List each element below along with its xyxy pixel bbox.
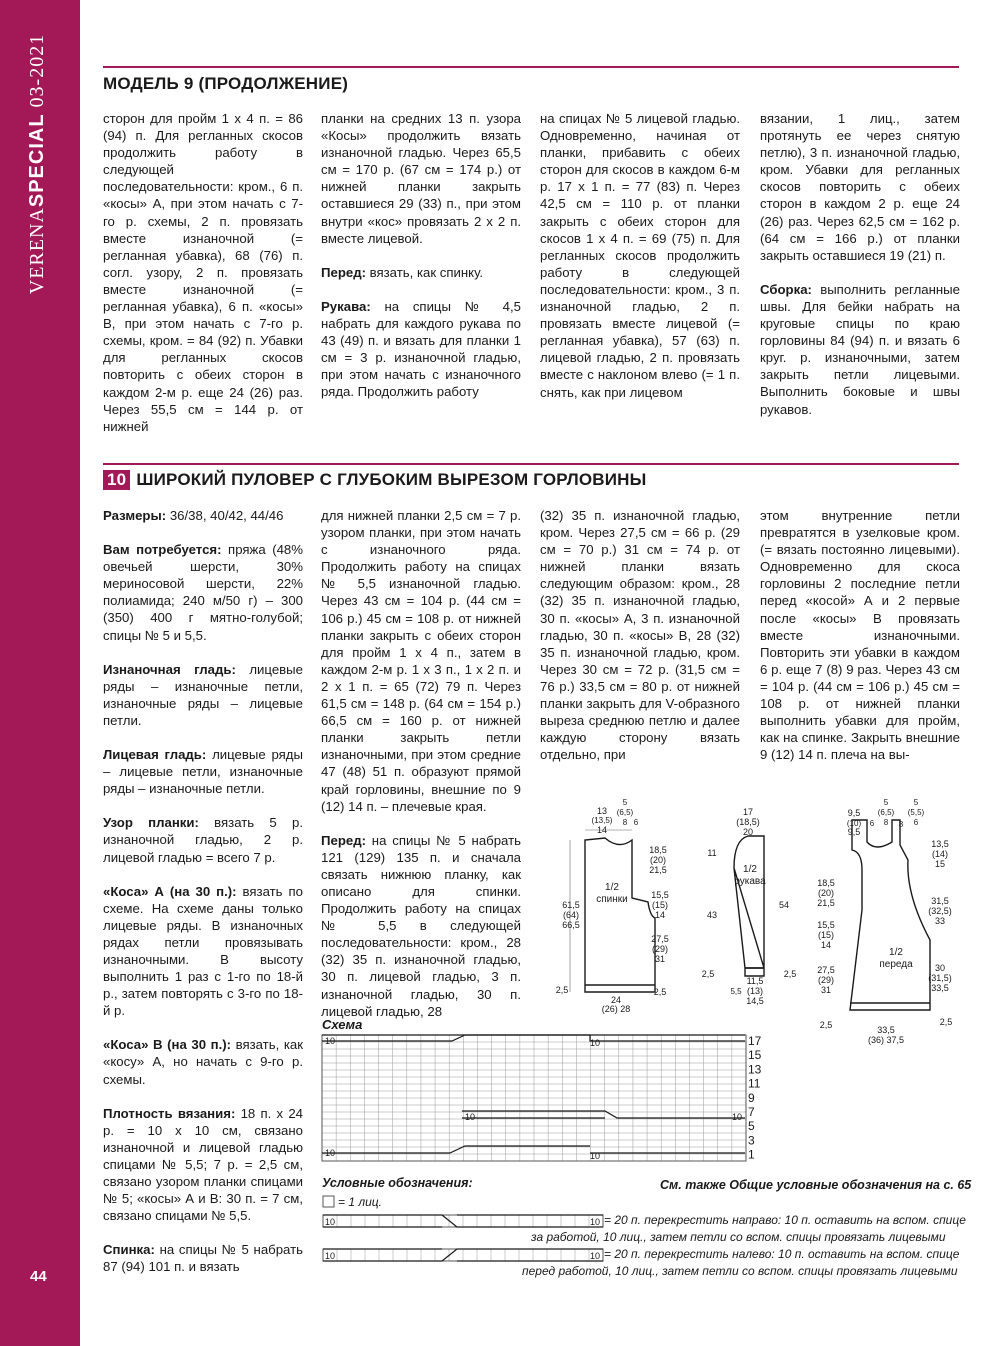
issue-number: 03-2021 xyxy=(26,33,48,108)
back-height-3: 66,5 xyxy=(562,920,580,930)
front-left1-2: (20) xyxy=(817,888,835,898)
scheme-row-number: 5 xyxy=(748,1119,755,1134)
gauge-text: 18 п. х 24 р. = 10 х 10 см, связано изнаночной и лицевой гладью спицами № 5,5; 7 р. = 2,5 см, связано узором планки спицами № 5; «косы» А и В: 30 п. = 7 см, связано спицами № 5,5. xyxy=(103,1105,303,1224)
legend-item-2-line2: за работой, 10 лиц., затем петли со вспом. спицы провязать лицевыми xyxy=(531,1230,946,1244)
sleeve-band-right: 2,5 xyxy=(783,969,797,979)
front2-label: Перед: xyxy=(321,832,366,848)
section2-title xyxy=(103,470,647,490)
sleeve-band-left: 2,5 xyxy=(701,969,715,979)
section1-col1 xyxy=(103,110,303,452)
back-side-upper-3: 14 xyxy=(654,910,666,920)
cable-a xyxy=(103,883,303,1020)
front-cable-a: 6 xyxy=(869,819,875,828)
model-number-badge: 10 xyxy=(103,470,130,490)
legend-label-3: 10 xyxy=(325,1251,336,1261)
cable-b-label: «Коса» В (на 30 п.): xyxy=(103,1037,232,1053)
sizes xyxy=(103,507,303,524)
legend-item-3-line2: перед работой, 10 лиц., затем петли со вспом. спицы провязать лицевыми xyxy=(522,1264,958,1278)
sleeve-schematic xyxy=(700,800,810,1010)
front-bottom-2: (36) 37,5 xyxy=(867,1035,905,1045)
section2-col3-text: (32) 35 п. изнаночной гладью, кром. Через 27,5 см = 66 р. (29 см = 70 р.) 31 см = 74 р. от нижней планки вязать следующим образом: кром., 28 (32) 35 п. изнаночной гладью, 30 п. «косы» А, 3 п. изнаночной гладью, 30 п. «косы» В, 28 (32) 35 п. изнаночной гладью, кром. Через 30 см = 72 р. (31,5 см = 76 р.) 33,5 см = 80 р. от нижней планки закрыть для V-образного выреза среднюю петлю и далее каждую сторону вязать отдельно, при xyxy=(540,508,740,763)
sleeve-label-2: рукава xyxy=(734,876,766,887)
front-right-top-1: 5 xyxy=(913,798,919,807)
section1-col3 xyxy=(540,110,740,418)
legend-label-4: 10 xyxy=(590,1251,601,1261)
scheme-row-number: 11 xyxy=(748,1076,761,1091)
legend-label-1: 10 xyxy=(325,1217,336,1227)
scheme-label-4: 10 xyxy=(732,1112,743,1122)
purl-text: лицевые ряды – изнаночные петли, изнаночные ряды – лицевые петли. xyxy=(103,661,303,728)
back-height-2: (64) xyxy=(562,910,580,920)
sleeves-text: на спицы № 4,5 набрать для каждого рукава по 43 (49) п. и вязать для планки 1 см = 3 р. изнаночной гладью, при этом начать с изнаночного ряда. Продолжить работу xyxy=(321,298,521,400)
back-band-right: 2,5 xyxy=(653,987,667,997)
sleeve-length: 43 xyxy=(706,910,718,920)
back-shoulder-1: 5 xyxy=(622,798,628,807)
sleeve-cap: 11 xyxy=(707,848,717,858)
back-bottom-2: (26) 28 xyxy=(601,1004,631,1014)
back-schematic xyxy=(540,790,690,1020)
back-armhole-1: 18,5 xyxy=(649,845,667,855)
band-text: вязать 5 р. изнаночной гладью, 2 р. лицевой гладью = всего 7 р. xyxy=(103,815,303,865)
back-text: на спицы № 5 набрать 87 (94) 101 п. и вязать xyxy=(103,1242,303,1275)
sleeve-top-3: 20 xyxy=(742,827,754,837)
back-shoulder-2: (6,5) xyxy=(616,808,634,817)
sleeve-bottom-left: 5,5 xyxy=(730,987,742,996)
brand-prefix: VERENA xyxy=(26,207,48,295)
see-also-note: См. также Общие условные обозначения на с. 65 xyxy=(660,1178,972,1192)
scheme-row-number: 7 xyxy=(748,1105,755,1119)
scheme-title: Схема xyxy=(322,1017,363,1032)
scheme-label-1: 10 xyxy=(325,1036,336,1046)
cable-b xyxy=(103,1036,303,1087)
sleeves-label: Рукава: xyxy=(321,298,371,314)
page-number: 44 xyxy=(30,1268,47,1285)
sleeve-top-2: (18,5) xyxy=(736,817,760,827)
front-neck-3: 9,5 xyxy=(847,827,861,837)
legend-title: Условные обозначения: xyxy=(322,1176,473,1190)
sleeve-total: 54 xyxy=(778,900,790,910)
section1-rule xyxy=(103,66,959,68)
scheme-row-number: 17 xyxy=(748,1034,762,1048)
legend-item-2-line1: = 20 п. перекрестить направо: 10 п. оставить на вспом. спице xyxy=(604,1213,966,1227)
front-right-top-2: (5,5) xyxy=(907,808,925,817)
front-cable-b-3: 8 xyxy=(883,818,889,827)
knit-stitch xyxy=(103,746,303,797)
back-band-left: 2,5 xyxy=(555,985,569,995)
back xyxy=(103,1241,303,1275)
front-right3-2: (31,5) xyxy=(928,973,952,983)
front-bottom-1: 33,5 xyxy=(877,1025,895,1035)
front-right1-1: 13,5 xyxy=(931,839,949,849)
front-cable-b-1: 5 xyxy=(883,798,889,807)
back-top-3: 14 xyxy=(596,825,608,835)
front-neck-2: (10) xyxy=(846,819,862,828)
section2-col1 xyxy=(103,507,303,1292)
legend-label-2: 10 xyxy=(590,1217,601,1227)
back-bottom-1: 24 xyxy=(610,995,622,1005)
section1-col1-text: сторон для пройм 1 х 4 п. = 86 (94) п. Для регланных скосов продолжить работу в следующей последовательности: кром., 6 п. «косы» А, при этом начать с 7-го р. схемы, 2 п. провязать вместе изнаночной (= регланная убавка), 68 (76) п. согл. узору, 2 п. провязать вместе изнаночной (= регланная убавка), 6 п. «косы» В, при этом начать с 7-го р. схемы, кром. = 84 (92) п. Убавки для регланных скосов повторить с обеих сторон в каждом 2-м р. еще 24 (26) раз. Через 55,5 см = 144 р. от нижней xyxy=(103,111,303,434)
back-side-upper-2: (15) xyxy=(651,900,669,910)
section1-sleeves xyxy=(321,298,521,401)
section2-front xyxy=(321,832,521,1020)
cable-b-text: вязать, как «косу» А, но начать с 9-го р. схемы. xyxy=(103,1037,303,1087)
front-right-top-3: 6 xyxy=(913,818,919,827)
scheme-label-6: 10 xyxy=(590,1151,601,1161)
back-armhole-2: (20) xyxy=(649,855,667,865)
sleeve-bottom-2: (13) xyxy=(746,986,764,996)
front-right1-3: 15 xyxy=(934,859,946,869)
front2-text: на спицы № 5 набрать 121 (129) 135 п. и сначала связать нижнюю планку, как описано для спинки. Продолжить работу на спицах № 5,5 в следующей последовательности: кром., 28 (32) 35 п. изнаночной гладью, 30 п. лицевой гладью, 3 п. изнаночной гладью, 30 п. лицевой гладью, 28 xyxy=(321,832,521,1019)
section2-rule xyxy=(103,463,959,465)
section2-col3 xyxy=(540,507,740,780)
cable-a-label: «Коса» А (на 30 п.): xyxy=(103,883,237,899)
sleeve-bottom-3: 14,5 xyxy=(746,996,764,1006)
scheme-row-number: 1 xyxy=(748,1147,755,1162)
legend-item-1: = 1 лиц. xyxy=(338,1195,382,1209)
front-left3-1: 27,5 xyxy=(817,965,835,975)
front-neck-1: 9,5 xyxy=(847,808,861,818)
gauge-label: Плотность вязания: xyxy=(103,1105,236,1121)
knit-text: лицевые ряды – лицевые петли, изнаночные ряды – изнаночные петли. xyxy=(103,747,303,797)
cable-a-text: вязать по схеме. На схеме даны только лицевые ряды. В изнаночных рядах петли провязывать изнаночными. В высоту выполнить 1 раз с 1-го по 18-й р., затем повторять с 3-го по 18-й р. xyxy=(103,883,303,1019)
front-left1-3: 21,5 xyxy=(817,898,835,908)
purl-stitch xyxy=(103,661,303,729)
sleeve-bottom-1: 11,5 xyxy=(746,976,764,986)
section1-front xyxy=(321,264,521,281)
front-right1-2: (14) xyxy=(931,849,949,859)
front-band-left: 2,5 xyxy=(819,1020,833,1030)
section1-col3-text: на спицах № 5 лицевой гладью. Одновременно, начиная от планки, прибавить с обеих сторон для скосов в каждом 6-м р. 17 х 1 п. = 77 (83) п. Через 42,5 см = 110 р. от планки закрыть с обеих сторон для скосов 1 х 4 п. = 69 (75) п. Для регланных скосов продолжить работу в следующей последовательности: кром., 3 п. изнаночной гладью, 2 п. провязать вместе лицевой (= регланная убавка), 57 (63) п. лицевой гладью, 2 п. провязать вместе с наклоном влево (= 1 п. снять, как при лицевом xyxy=(540,111,740,400)
back-side-lower-3: 31 xyxy=(654,954,666,964)
front-left2-3: 14 xyxy=(820,940,832,950)
front-cable-b-2: (6,5) xyxy=(877,808,895,817)
front-band-right: 2,5 xyxy=(939,1017,953,1027)
brand-main: SPECIAL xyxy=(26,113,48,208)
scheme-row-number: 9 xyxy=(748,1090,755,1105)
section2-col2 xyxy=(321,507,521,1037)
materials-label: Вам потребуется: xyxy=(103,542,222,558)
back-label-1: 1/2 xyxy=(605,882,619,893)
back-shoulder-right: 6 xyxy=(633,818,639,827)
back-side-upper-1: 15,5 xyxy=(651,890,669,900)
sleeve-label-1: 1/2 xyxy=(743,864,757,875)
front-right3-1: 30 xyxy=(934,963,946,973)
band-pattern xyxy=(103,814,303,865)
knit-stitch-symbol xyxy=(323,1196,334,1207)
back-side-lower-1: 27,5 xyxy=(651,934,669,944)
front-schematic xyxy=(810,790,960,1060)
magazine-brand xyxy=(26,0,54,334)
front-right2-3: 33 xyxy=(934,916,946,926)
section1-assembly xyxy=(760,281,960,418)
section2-title-text: ШИРОКИЙ ПУЛОВЕР С ГЛУБОКИМ ВЫРЕЗОМ ГОРЛОВИНЫ xyxy=(136,470,647,489)
front-text: вязать, как спинку. xyxy=(365,264,484,280)
legend-item-3-line1: = 20 п. перекрестить налево: 10 п. оставить на вспом. спице xyxy=(604,1247,960,1261)
scheme-label-2: 10 xyxy=(590,1038,601,1048)
section1-col2-p1: планки на средних 13 п. узора «Косы» продолжить вязать изнаночной гладью. Через 65,5 см = 170 р. (67 см = 174 р.) от нижней планки закрыть оставшиеся 29 (33) п., при этом внутри «кос» провязать 2 х 2 п. вместе лицевой. xyxy=(321,111,521,246)
front-label: Перед: xyxy=(321,264,366,280)
knit-label: Лицевая гладь: xyxy=(103,747,207,763)
sizes-text: 36/38, 40/42, 44/46 xyxy=(166,508,284,523)
assembly-label: Сборка: xyxy=(760,281,812,297)
back-armhole-3: 21,5 xyxy=(649,865,667,875)
back-height-1: 61,5 xyxy=(562,900,580,910)
back-top-1: 13 xyxy=(596,806,608,816)
assembly-text: выполнить регланные швы. Для бейки набрать на круговые спицы по краю горловины 84 (94) п. и вязать 6 круг. р. изнаночными, затем закрыть петли лицевыми. Выполнить боковые и швы рукавов. xyxy=(760,281,960,417)
scheme-row-number: 3 xyxy=(748,1133,755,1148)
scheme-label-5: 10 xyxy=(325,1148,336,1158)
gauge xyxy=(103,1105,303,1225)
sidebar-band xyxy=(0,0,80,1346)
section1-title: МОДЕЛЬ 9 (ПРОДОЛЖЕНИЕ) xyxy=(103,74,349,93)
front-right2-1: 31,5 xyxy=(931,896,949,906)
purl-label: Изнаночная гладь: xyxy=(103,661,236,677)
back-shoulder-3: 8 xyxy=(622,818,628,827)
sizes-label: Размеры: xyxy=(103,508,167,523)
front-right3-3: 33,5 xyxy=(931,983,949,993)
scheme-label-3: 10 xyxy=(465,1112,476,1122)
front-right-cable: 8 xyxy=(898,820,904,829)
front-label-1: 1/2 xyxy=(889,947,903,958)
cable-scheme-grid xyxy=(320,1034,770,1164)
back-label: Спинка: xyxy=(103,1242,155,1258)
front-label-2: переда xyxy=(879,959,913,970)
section2-col4 xyxy=(760,507,960,780)
front-left3-3: 31 xyxy=(820,985,832,995)
back-side-lower-2: (29) xyxy=(651,944,669,954)
band-label: Узор планки: xyxy=(103,815,199,831)
front-right2-2: (32,5) xyxy=(928,906,952,916)
front-left2-2: (15) xyxy=(817,930,835,940)
section1-col4-p1: вязании, 1 лиц., затем протянуть ее через снятую петлю), 3 п. изнаночной гладью, кром. Убавки для регланных скосов повторить с обеих сторон в каждом 2 р. еще 24 (26) раз. Через 62,5 см = 162 р. (64 см = 166 р.) от планки закрыть оставшиеся 19 (21) п. xyxy=(760,111,960,263)
front-left2-1: 15,5 xyxy=(817,920,835,930)
sleeve-top-1: 17 xyxy=(742,807,754,817)
scheme-row-number: 13 xyxy=(748,1062,762,1077)
materials xyxy=(103,541,303,644)
scheme-row-number: 15 xyxy=(748,1048,762,1063)
section1-col2 xyxy=(321,110,521,417)
back-label-2: спинки xyxy=(596,894,628,905)
front-left1-1: 18,5 xyxy=(817,878,835,888)
front-left3-2: (29) xyxy=(817,975,835,985)
back-top-2: (13,5) xyxy=(591,816,613,825)
materials-text: пряжа (48% овечьей шерсти, 30% мериносовой шерсти, 22% полиамида; 240 м/50 г) – 300 (350) 400 г мятно-голубой; спицы № 5 и 5,5. xyxy=(103,542,303,643)
section1-col4 xyxy=(760,110,960,435)
section2-col4-text: этом внутренние петли превратятся в узелковые кром. (= вязать постоянно лицевыми). Одновременно для скоса горловины 2 последние петли перед «косой» А и 2 первые после «косы» В провязать вместе изнаночными. Повторить эти убавки в каждом 6 р. еще 7 (8) 9 раз. Через 43 см = 104 р. (44 см = 106 р.) 45 см = 108 р. от нижней планки выполнить убавки для пройм, как на спинке. Закрыть внешние 9 (12) 14 п. плеча на вы- xyxy=(760,508,960,763)
section2-col2-p1: для нижней планки 2,5 см = 7 р. узором планки, при этом начать с изнаночного ряда. Продолжить работу на спицах № 5,5 изнаночной гладью. Через 43 см = 104 р. (44 см = 106 р.) 45 см = 108 р. от нижней планки закрыть с обеих сторон для пройм 1 х 4 п., затем в каждом 2-м р. 1 х 3 п., 1 х 2 п. и 2 х 1 п. = 65 (72) 79 п. Через 61,5 см = 148 р. (64 см = 154 р.) 66,5 см = 160 р. от нижней планки закрыть петли изнаночными, при этом средние 47 (48) 51 п. образуют прямой край горловины, внешние по 9 (12) 14 п. – плечевые края. xyxy=(321,508,521,814)
